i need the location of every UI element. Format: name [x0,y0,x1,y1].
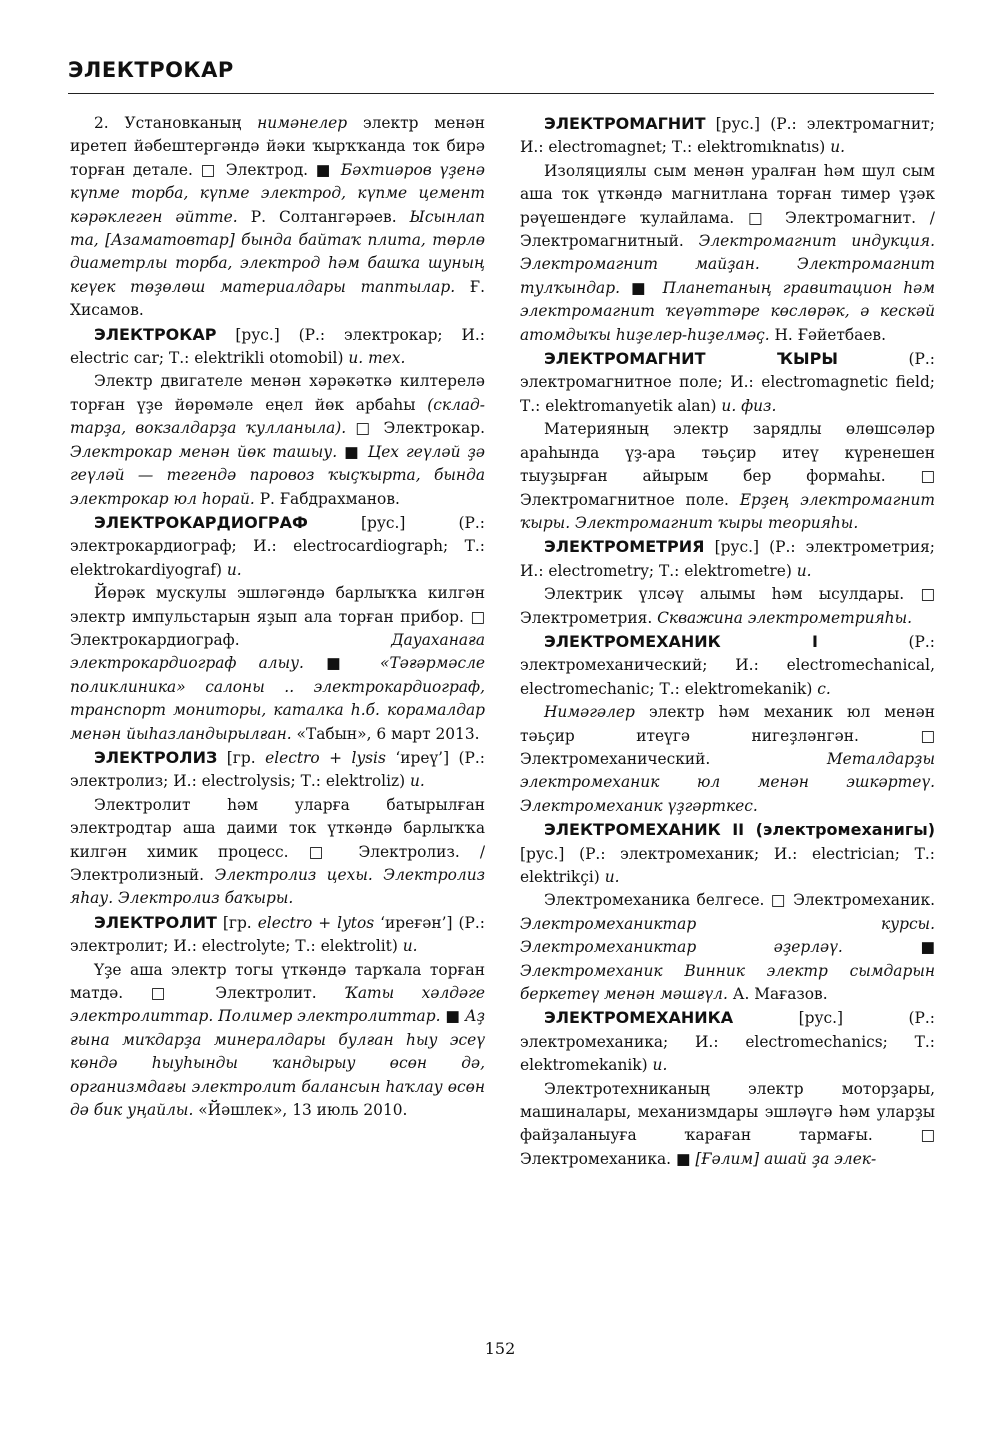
dictionary-paragraph [520,535,935,583]
text-run: «Йәшлек», 13 июль 2010. [193,1101,408,1120]
square-outline-icon: □ [150,984,188,1003]
text-run [843,938,921,956]
italic-text: Электромеханик Винник электр сымдарын беркетеү менән мәшғүл. [520,961,935,1004]
text-run: Электрод. [218,160,316,179]
text-run: Электрокардиограф. [70,630,392,649]
text-run: Электр двигателе менән хәрәкәткә килтерелә торған үҙе йөрөмәле еңел йөк арбаһы [70,372,485,414]
text-run: Н. Ғәйетбаев. [769,325,886,344]
text-run: [рус.] (Р.: электромагнит; И.: electromagnet; Т.: elektromıknatıs) [520,115,935,157]
italic-text: и. [226,560,242,579]
square-filled-icon: ■ [675,1149,691,1168]
headword: ЭЛЕКТРОМАГНИТ [544,114,706,133]
text-run: электр һәм механик юл менән тәьҫир итеүгә нигеҙләнгән. [520,703,935,745]
dictionary-paragraph [520,701,935,818]
italic-text: и. физ. [721,396,777,415]
dictionary-paragraph [70,794,485,911]
text-run: [рус.] (Р.: электрометрия; И.: electrometry; Т.: elektrometre) [520,538,935,580]
square-outline-icon: □ [770,891,787,910]
italic-text: lysis [351,748,386,767]
square-filled-icon: ■ [920,938,935,957]
text-run: Электрометрия. [520,608,658,627]
text-run: Изоляциялы сым менән уралған һәм шул сым аша ток үткәндә магнитлана торған тимер үҙәк рәүешендәге ҡулайлама. [520,161,935,227]
italic-text: Электролиз цехы. Электролиз яһау. Электролиз баҡыры. [70,866,485,908]
text-run: [рус.] (Р.: электромеханика; И.: electromechanics; Т.: elektromekanik) [520,1009,935,1075]
square-outline-icon: □ [355,419,375,438]
text-run: Электрик үлсәү алымы һәм ысулдары. [544,585,921,604]
italic-text: и. [410,772,425,791]
italic-text: нимәнелер [257,114,348,132]
dictionary-paragraph [70,370,485,510]
headword: ЭЛЕКТРОЛИТ [94,912,217,932]
square-filled-icon: ■ [344,442,361,461]
text-run: электр менән иретеп йәбештергәндә йәки ҡырҡҡанда ток бирә торған детале. [70,114,485,179]
italic-text: Нимәгәлер [544,703,635,722]
dictionary-paragraph [70,112,485,323]
italic-text: «Тәғәрмәсле поликлиника» салоны .. электрокардиограф, транспорт мониторы, каталка һ.б. корамалдар менән йыһазландырылған. [70,654,485,743]
text-run: ‘иреғән’] (Р.: электролит; И.: electrolyte; Т.: elektrolit) [70,913,485,956]
dictionary-paragraph [70,582,485,746]
headword: ЭЛЕКТРОЛИЗ [94,747,218,767]
italic-text: Скважина электрометрияһы. [657,608,913,627]
right-column [520,112,935,1171]
italic-text: [Ғәлим] ашай ҙа элек- [695,1149,877,1168]
text-run: Электромагнит. / Электромагнитный. [520,208,935,251]
text-run [361,443,368,461]
square-filled-icon: ■ [326,654,358,673]
page-number: 152 [484,1339,516,1358]
text-run: 2. Установканың [94,114,258,132]
text-run: Ғ. Хисамов. [70,277,485,320]
italic-text: Аҙ ғына миҡдарҙа минералдары булған һыу эсеү көндә һыуһынды ҡандырыу өсөн дә, организмдағы электролит балансын һаҡлау өсөн дә бик уңайлы. [70,1007,485,1120]
text-run: [рус.] (Р.: электрокардиограф; И.: electrocardiograph; Т.: elektrokardiyograf) [70,513,485,579]
dictionary-paragraph [520,160,935,347]
italic-text: electro [265,748,320,767]
italic-text: Дауаханаға электрокардиограф алыу. [70,630,485,673]
text-run: Р. Солтангәрәев. [237,207,410,226]
dictionary-paragraph [520,889,935,1006]
text-run: Йөрәк мускулы эшләгәндә барлыҡҡа килгән электр импульстарын яҙып ала торған прибор. [70,584,485,626]
square-outline-icon: □ [920,1126,935,1145]
text-run: (Р.: электромеханический; И.: electromechanical, electromechanic; Т.: elektromekanik) [520,632,935,698]
italic-text: (складтарҙа, вокзалдарҙа ҡулланыла). [70,395,485,438]
text-run: + [319,748,352,767]
text-run: Электромеханика белгесе. [544,891,771,910]
text-run: Р. Ғабдрахманов. [254,489,400,508]
dictionary-paragraph [520,1006,935,1077]
italic-text: и. тех. [348,349,406,368]
text-run: А. Мағазов. [727,985,828,1004]
square-outline-icon: □ [747,208,772,227]
italic-text: Металдарҙы электромеханик юл менән эшкәртеү. Электромеханик үҙгәрткес. [520,749,935,815]
text-run: Материяның электр зарядлы өлөшсәләр араһында үҙ-ара тәьҫир итеү күренешен тыуҙырған айырым бер формаһы. [520,420,935,486]
square-outline-icon: □ [920,467,935,486]
square-outline-icon: □ [920,726,935,745]
dictionary-paragraph [520,630,935,701]
text-run: Электролит һәм уларға батырылған электродтар аша даими ток үткәндә барлыҡҡа килгән химик процесс. [70,795,485,861]
italic-text: Ерҙең электромагнит ҡыры. Электромагнит ҡыры теорияһы. [520,490,936,532]
text-run: [гр. [216,913,258,932]
text-run: + [312,913,338,932]
headword: ЭЛЕКТРОКАР [94,324,217,344]
italic-text: Электромеханиктар курсы. Электромеханиктар әҙерләү. [520,914,935,957]
square-outline-icon: □ [470,607,485,626]
italic-text: Ҡаты хәлдәге электролиттар. Полимер электролиттар. [70,984,486,1026]
headword: ЭЛЕКТРОМЕХАНИКА [544,1008,734,1028]
text-run: Электролит. [187,984,345,1003]
square-filled-icon: ■ [315,160,334,179]
square-outline-icon: □ [200,160,219,179]
dictionary-paragraph [520,418,935,535]
text-run: [рус.] (Р.: электрокар; И.: electric car; Т.: elektrikli otomobil) [70,325,485,368]
text-run [620,279,631,297]
text-run: ‘иреү’] (Р.: электролиз; И.: electrolysis; Т.: elektroliz) [70,748,485,791]
headword: ЭЛЕКТРОМЕТРИЯ [544,537,705,557]
italic-text: и. [402,937,418,956]
italic-text: и. [830,138,846,157]
dictionary-paragraph [520,112,935,160]
italic-text: Планетаның гравитацион һәм электромагнит ҡеүәттәре көслөрәк, ә кескәй атомдыҡы һиҙелер-һиҙелмәҫ. [520,278,935,344]
italic-text: lytos [337,913,375,932]
dictionary-paragraph [520,1078,935,1172]
header-rule [68,93,934,94]
text-run: «Табын», 6 март 2013. [291,724,480,743]
text-run [358,654,380,672]
text-run: Электромеханический. [520,749,827,768]
text-run: Электромагнитное поле. [520,490,740,509]
headword: ЭЛЕКТРОКАРДИОГРАФ [94,512,308,532]
italic-text: и. [652,1056,668,1075]
text-run: Электролиз. / Электролизный. [70,842,486,884]
dictionary-paragraph [520,347,935,418]
text-run: [гр. [217,748,266,767]
text-run: Электрокар. [374,419,485,438]
italic-text: с. [817,679,831,698]
square-filled-icon: ■ [630,278,652,297]
text-run: Электромеханика. [520,1149,676,1168]
text-run: Электромеханик. [786,891,935,910]
headword: ЭЛЕКТРОМЕХАНИК II (электромеханигы) [544,820,935,840]
dictionary-paragraph [70,911,485,959]
italic-text: и. [604,868,620,886]
headword: ЭЛЕКТРОМАГНИТ ҠЫРЫ [544,349,838,369]
dictionary-paragraph [520,583,935,630]
italic-text: Ысынлап та, [Азаматовтар] бында байтаҡ плита, төрлө диаметрлы торба, электрод һәм башҡа шуның кеүек төҙөлөш материалдары таптылар. [70,207,485,296]
text-run: (Р.: электромагнитное поле; И.: electromagnetic field; Т.: elektromanyetik alan) [520,350,935,415]
text-run: Электротехниканың электр моторҙары, машиналары, механизмдары эшләүгә һәм уларҙы файҙаланыуға ҡараған тармағы. [520,1079,935,1145]
text-run [652,279,663,297]
italic-text: Электромагнит индукция. Электромагнит майҙан. Электромагнит тулҡындар. [520,232,935,297]
left-column [70,112,485,1122]
italic-text: electro [257,913,313,932]
square-outline-icon: □ [920,585,935,604]
dictionary-paragraph [520,818,935,889]
square-outline-icon: □ [308,842,339,861]
running-head: ЭЛЕКТРОКАР [68,58,234,82]
text-run: [рус.] (Р.: электромеханик; И.: electrician; Т.: elektrikçi) [520,844,935,886]
text-run [304,654,326,672]
dictionary-paragraph [70,746,485,794]
italic-text: Электрокар менән йөк ташыу. [70,442,338,461]
headword: ЭЛЕКТРОМЕХАНИК I [544,631,818,651]
dictionary-paragraph [70,511,485,582]
text-run [333,161,341,179]
square-filled-icon: ■ [445,1007,460,1026]
dictionary-paragraph [70,323,485,371]
dictionary-paragraph [70,959,485,1123]
italic-text: и. [796,561,812,580]
italic-text: Бәхтиәров үҙенә күпме торба, күпме электрод, күпме цемент кәрәклеген әйтте. [70,160,485,226]
italic-text: Цех геүләй ҙә геүләй — тегендә паровоз ҡыҫҡырта, бында электрокар юл һорай. [70,442,485,508]
text-run: Үҙе аша электр тогы үткәндә тарҡала торған матдә. [70,960,485,1003]
